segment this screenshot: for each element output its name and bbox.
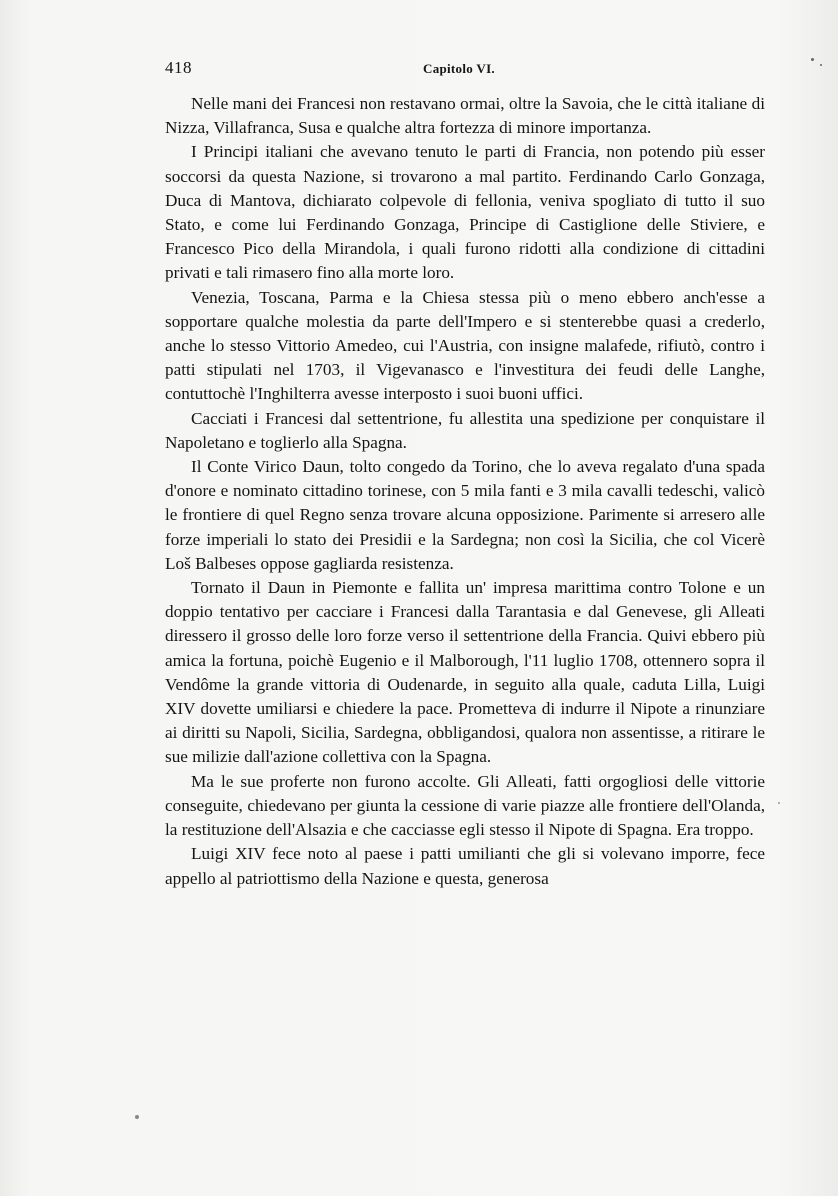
- paragraph-7: Ma le sue proferte non furono accolte. Gli Alleati, fatti orgogliosi delle vittorie conseguite, chiedevano per giunta la cessione di varie piazze alle frontiere dell'Olanda, la restituzione dell'Alsazia e che cacciasse egli stesso il Nipote di Spagna. Era troppo.: [165, 771, 765, 840]
- page-number: 418: [165, 58, 192, 77]
- page-header: [165, 58, 765, 82]
- paragraph-2: I Principi italiani che avevano tenuto le parti di Francia, non potendo più esser soccorsi da questa Nazione, si trovarono a mal partito. Ferdinando Carlo Gonzaga, Duca di Mantova, dichiarato colpevole di fellonia, veniva spogliato di tutto il suo Stato, e come lui Ferdinando Gonzaga, Principe di Castiglione delle Stiviere, e Francesco Pico della Mirandola, i quali furono ridotti alla condizione di cittadini privati e tali rimasero fino alla morte loro.: [165, 142, 765, 283]
- body-text: [165, 92, 765, 891]
- scan-speck: [135, 1115, 139, 1119]
- paragraph-4: Cacciati i Francesi dal settentrione, fu allestita una spedizione per conquistare il Napoletano e toglierlo alla Spagna.: [165, 408, 765, 452]
- scan-speck: [820, 64, 822, 66]
- scan-speck: [811, 58, 814, 61]
- scan-speck: [778, 802, 780, 804]
- paragraph-8: Luigi XIV fece noto al paese i patti umilianti che gli si volevano imporre, fece appello al patriottismo della Nazione e questa, generosa: [165, 844, 765, 888]
- paragraph-3: Venezia, Toscana, Parma e la Chiesa stessa più o meno ebbero anch'esse a sopportare qualche molestia da parte dell'Impero e si stenterebbe quasi a crederlo, anche lo stesso Vittorio Amedeo, cui l'Austria, con insigne malafede, rifiutò, contro i patti stipulati nel 1703, il Vigevanasco e l'investitura dei feudi delle Langhe, contuttochè l'Inghilterra avesse interposto i suoi buoni uffici.: [165, 287, 765, 404]
- running-title: Capitolo VI.: [423, 61, 495, 76]
- paragraph-5: Il Conte Virico Daun, tolto congedo da Torino, che lo aveva regalato d'una spada d'onore e nominato cittadino torinese, con 5 mila fanti e 3 mila cavalli tedeschi, valicò le frontiere di quel Regno senza trovare alcuna opposizione. Parimente si arresero alle forze imperiali lo stato dei Presidii e la Sardegna; non così la Sicilia, che col Vicerè Loš Balbeses oppose gagliarda resistenza.: [165, 457, 765, 573]
- paragraph-1: Nelle mani dei Francesi non restavano ormai, oltre la Savoia, che le città italiane di Nizza, Villafranca, Susa e qualche altra fortezza di minore importanza.: [165, 94, 765, 138]
- paragraph-6: Tornato il Daun in Piemonte e fallita un' impresa marittima contro Tolone e un doppio tentativo per cacciare i Francesi dalla Tarantasia e dal Genevese, gli Alleati diressero il grosso delle loro forze verso il settentrione della Francia. Quivi ebbero più amica la fortuna, poichè Eugenio e il Malborough, l'11 luglio 1708, ottennero sopra il Vendôme la grande vittoria di Oudenarde, in seguito alla quale, caduta Lilla, Luigi XIV dovette umiliarsi e chiedere la pace. Prometteva di indurre il Nipote a rinunziare ai diritti su Napoli, Sicilia, Sardegna, obbligandosi, qualora non assentisse, a ritirare le sue milizie dall'azione collettiva con la Spagna.: [165, 578, 765, 767]
